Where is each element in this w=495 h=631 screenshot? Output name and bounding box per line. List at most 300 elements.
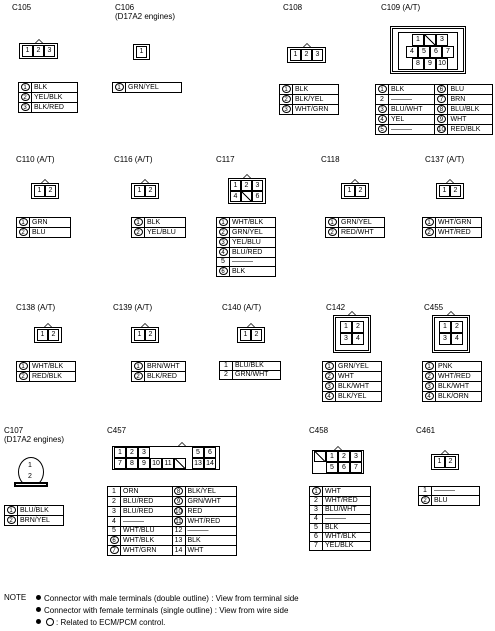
pin-number: 5 bbox=[112, 527, 116, 534]
connector-id-label: C108 bbox=[283, 3, 303, 12]
connector-pin: 1 bbox=[439, 321, 451, 333]
pin-number: 4 bbox=[112, 517, 116, 525]
connector-title bbox=[321, 155, 340, 164]
wire-color-cell: BLK bbox=[230, 267, 276, 277]
wire-color-cell: BLK/RED bbox=[145, 372, 186, 382]
connector-title bbox=[381, 3, 420, 12]
connector-title bbox=[4, 426, 64, 444]
pin-row bbox=[132, 228, 186, 238]
wire-color-cell: GRN/WHT bbox=[233, 371, 281, 380]
pin-number-cell bbox=[108, 536, 121, 546]
note-line-female: Connector with female terminals (single outline) : View from wire side bbox=[36, 606, 288, 616]
pin-number-cell bbox=[376, 115, 389, 125]
pin-number: 2 bbox=[314, 497, 318, 504]
pin-row bbox=[19, 93, 78, 103]
ecm-pin-number: 1 bbox=[425, 362, 434, 370]
pin-number-cell bbox=[132, 362, 145, 372]
pin-row bbox=[310, 542, 371, 551]
connector-pin: 2 bbox=[352, 321, 364, 333]
pin-row bbox=[113, 83, 182, 93]
pin-number-cell bbox=[172, 527, 185, 536]
wire-color-cell: BLU/RED bbox=[121, 497, 173, 507]
ecm-pin-number: 6 bbox=[437, 85, 446, 93]
housing-lock-tab bbox=[14, 482, 48, 487]
connector-title bbox=[283, 3, 302, 12]
wire-color-cell: BLK bbox=[293, 85, 339, 95]
pin-number-cell bbox=[423, 392, 436, 402]
connector-title bbox=[115, 3, 175, 21]
note-line-ecm: : Related to ECM/PCM control. bbox=[36, 618, 165, 628]
pin-number-cell bbox=[17, 228, 30, 238]
pin-number: 1 bbox=[224, 362, 228, 369]
pin-row bbox=[108, 487, 237, 497]
ecm-pin-number: 3 bbox=[219, 238, 228, 246]
connector-pin: 2 bbox=[338, 451, 350, 462]
pin-number-cell bbox=[17, 362, 30, 372]
wire-color-cell: BLU/WHT bbox=[389, 105, 435, 115]
connector-pin: 7 bbox=[114, 458, 126, 469]
wire-color-cell: ——— bbox=[185, 527, 237, 536]
pin-wire-table bbox=[16, 217, 71, 238]
ecm-pin-number: 1 bbox=[19, 218, 28, 226]
connector-subtitle: (D17A2 engines) bbox=[4, 435, 65, 444]
pin-row bbox=[376, 85, 493, 95]
wire-color-cell: WHT/BLK bbox=[121, 536, 173, 546]
ecm-pin-number: 1 bbox=[115, 83, 124, 91]
connector-pin: 2 bbox=[126, 447, 138, 458]
pin-row bbox=[132, 218, 186, 228]
pin-row bbox=[17, 228, 71, 238]
pin-row bbox=[217, 238, 276, 248]
pin-row bbox=[217, 258, 276, 267]
wire-color-cell: ——— bbox=[230, 258, 276, 267]
ecm-pin-number: 2 bbox=[421, 496, 430, 504]
connector-pin-empty bbox=[241, 191, 252, 202]
pin-number-cell bbox=[435, 115, 448, 125]
pin-row bbox=[19, 103, 78, 113]
housing-lock-tab bbox=[178, 442, 186, 446]
housing-lock-tab bbox=[348, 311, 356, 315]
ecm-pin-number: 1 bbox=[282, 85, 291, 93]
connector-pin: 3 bbox=[340, 333, 352, 345]
wire-color-cell: BLU/WHT bbox=[323, 506, 371, 515]
connector-pin: 9 bbox=[138, 458, 150, 469]
connector-pin: 11 bbox=[162, 458, 174, 469]
pin-row bbox=[376, 105, 493, 115]
connector-pin: 1 bbox=[412, 34, 424, 46]
wire-color-cell: YEL/BLK bbox=[323, 542, 371, 551]
pin-number-cell bbox=[419, 487, 432, 496]
pin-row bbox=[217, 218, 276, 228]
wire-color-cell: BLU bbox=[432, 496, 480, 506]
pin-number-cell bbox=[108, 507, 121, 517]
connector-pin: 1 bbox=[134, 329, 145, 341]
connector-pin: 3 bbox=[312, 49, 323, 61]
pin-row bbox=[419, 487, 480, 496]
housing-lock-tab bbox=[41, 179, 49, 183]
pin-row bbox=[310, 506, 371, 515]
pin-row bbox=[423, 392, 482, 402]
connector-pin: 3 bbox=[138, 447, 150, 458]
pin-row bbox=[323, 362, 382, 372]
wire-color-cell: RED/BLK bbox=[448, 125, 493, 135]
ecm-pin-number: 2 bbox=[134, 228, 143, 236]
connector-title bbox=[113, 303, 152, 312]
pin-wire-table bbox=[322, 361, 382, 402]
ecm-pin-number: 1 bbox=[7, 506, 16, 514]
pin-number-cell bbox=[310, 542, 323, 551]
ecm-pin-number: 2 bbox=[282, 95, 291, 103]
wire-color-cell: BLU/RED bbox=[230, 248, 276, 258]
connector-title bbox=[16, 303, 55, 312]
ecm-pin-number: 1 bbox=[21, 83, 30, 91]
connector-pin: 1 bbox=[326, 451, 338, 462]
wire-color-cell: BRN/YEL bbox=[18, 516, 64, 526]
pin-wire-table bbox=[216, 217, 276, 277]
connector-id-label: C118 bbox=[321, 155, 340, 164]
wire-color-cell: WHT/RED bbox=[436, 228, 482, 238]
ecm-pin-number: 1 bbox=[134, 218, 143, 226]
pin-row bbox=[280, 95, 339, 105]
wire-color-cell: RED/WHT bbox=[339, 228, 385, 238]
pin-number-cell bbox=[217, 238, 230, 248]
pin-row bbox=[326, 218, 385, 228]
pin-number: 5 bbox=[221, 258, 225, 265]
wire-color-cell: BLK/YEL bbox=[336, 392, 382, 402]
connector-pin: 2 bbox=[251, 329, 262, 341]
pin-row bbox=[220, 362, 281, 371]
connector-pin: 6 bbox=[204, 447, 216, 458]
pin-row bbox=[423, 218, 482, 228]
pin-number-cell bbox=[217, 267, 230, 277]
pin-number-cell bbox=[280, 95, 293, 105]
ecm-pin-number: 1 bbox=[328, 218, 337, 226]
ecm-pin-number: 2 bbox=[219, 228, 228, 236]
connector-title bbox=[216, 155, 235, 164]
ecm-pin-number: 2 bbox=[134, 372, 143, 380]
ecm-pin-number: 11 bbox=[175, 519, 182, 525]
connector-title bbox=[425, 155, 464, 164]
connector-pin: 2 bbox=[145, 185, 156, 197]
connector-id-label: C110 (A/T) bbox=[16, 155, 55, 164]
wire-color-cell: YEL/BLK bbox=[32, 93, 78, 103]
wire-color-cell: ——— bbox=[121, 517, 173, 527]
wire-color-cell: WHT bbox=[323, 487, 371, 497]
wire-color-cell: BLU/BLK bbox=[448, 105, 493, 115]
pin-number-cell bbox=[5, 516, 18, 526]
pin-wire-table bbox=[325, 217, 385, 238]
connector-pin: 2 bbox=[28, 473, 32, 480]
wire-color-cell: GRN/YEL bbox=[336, 362, 382, 372]
connector-pin: 6 bbox=[430, 46, 442, 58]
wire-color-cell: BLK/WHT bbox=[336, 382, 382, 392]
wire-color-cell: ——— bbox=[389, 125, 435, 135]
pin-row bbox=[19, 83, 78, 93]
pin-row bbox=[280, 85, 339, 95]
pin-wire-table bbox=[131, 217, 186, 238]
wire-color-cell: YEL bbox=[389, 115, 435, 125]
wire-color-cell: BLK/RED bbox=[32, 103, 78, 113]
ecm-pin-number: 2 bbox=[21, 93, 30, 101]
connector-id-label: C138 (A/T) bbox=[16, 303, 56, 312]
pin-row bbox=[376, 95, 493, 105]
ecm-pin-number: 2 bbox=[19, 372, 28, 380]
pin-row bbox=[108, 517, 237, 527]
pin-number: 2 bbox=[380, 95, 384, 103]
wire-color-cell: WHT bbox=[336, 372, 382, 382]
wire-color-cell: BLK bbox=[323, 524, 371, 533]
pin-number-cell bbox=[280, 85, 293, 95]
connector-id-label: C106 bbox=[115, 3, 135, 12]
ecm-pin-number: 2 bbox=[425, 372, 434, 380]
housing-lock-tab bbox=[35, 39, 43, 43]
wire-color-cell: WHT/GRN bbox=[121, 546, 173, 556]
pin-number: 4 bbox=[314, 515, 318, 522]
pin-number-cell bbox=[435, 95, 448, 105]
connector-pin: 9 bbox=[424, 58, 436, 70]
connector-pin: 1 bbox=[230, 180, 241, 191]
pin-wire-table bbox=[309, 486, 371, 551]
connector-pin: 2 bbox=[241, 180, 252, 191]
pin-number-cell bbox=[423, 382, 436, 392]
wire-color-cell: BLK/WHT bbox=[436, 382, 482, 392]
connector-pin: 1 bbox=[136, 46, 147, 58]
wire-color-cell: YEL/BLU bbox=[230, 238, 276, 248]
pin-number-cell bbox=[19, 103, 32, 113]
pin-number-cell bbox=[113, 83, 126, 93]
pin-number-cell bbox=[376, 125, 389, 135]
wire-color-cell: BLK/ORN bbox=[436, 392, 482, 402]
wire-color-cell: ORN bbox=[121, 487, 173, 497]
wire-color-cell: ——— bbox=[389, 95, 435, 105]
pin-number-cell bbox=[217, 248, 230, 258]
housing-lock-tab bbox=[303, 43, 311, 47]
pin-number-cell bbox=[17, 372, 30, 382]
connector-pin: 1 bbox=[114, 447, 126, 458]
pin-row bbox=[310, 487, 371, 497]
pin-number: 13 bbox=[174, 536, 183, 544]
pin-number-cell bbox=[108, 546, 121, 556]
pin-row bbox=[376, 115, 493, 125]
pin-row bbox=[108, 527, 237, 536]
pin-row bbox=[17, 218, 71, 228]
pin-number-cell bbox=[323, 372, 336, 382]
pin-number: 1 bbox=[112, 487, 116, 495]
pin-number-cell bbox=[280, 105, 293, 115]
ecm-pin-number: 2 bbox=[7, 516, 16, 524]
pin-row bbox=[220, 371, 281, 380]
ecm-pin-number: 7 bbox=[437, 95, 446, 103]
wire-color-cell: WHT bbox=[185, 546, 237, 556]
connector-pin: 4 bbox=[451, 333, 463, 345]
pin-number-cell bbox=[108, 517, 121, 527]
pin-row bbox=[108, 536, 237, 546]
connector-pin: 3 bbox=[252, 180, 263, 191]
connector-pin: 1 bbox=[290, 49, 301, 61]
pin-number-cell bbox=[376, 95, 389, 105]
housing-lock-tab bbox=[441, 450, 449, 454]
connector-id-label: C142 bbox=[326, 303, 346, 312]
connector-pin: 1 bbox=[434, 456, 445, 468]
wire-color-cell: BLK/YEL bbox=[185, 487, 237, 497]
connector-pin: 4 bbox=[352, 333, 364, 345]
pin-wire-table bbox=[131, 361, 186, 382]
ecm-pin-number: 1 bbox=[19, 362, 28, 370]
ecm-pin-number: 10 bbox=[438, 127, 445, 133]
housing-lock-tab bbox=[446, 179, 454, 183]
pin-number-cell bbox=[172, 497, 185, 507]
pin-number-cell bbox=[310, 506, 323, 515]
ecm-pin-number: 4 bbox=[378, 115, 387, 123]
pin-row bbox=[326, 228, 385, 238]
ecm-pin-number: 2 bbox=[325, 372, 334, 380]
connector-pin: 2 bbox=[33, 45, 44, 57]
pin-number-cell bbox=[132, 372, 145, 382]
connector-pin: 2 bbox=[145, 329, 156, 341]
connector-pin: 7 bbox=[350, 462, 362, 473]
pin-wire-table bbox=[422, 217, 482, 238]
pin-row bbox=[17, 372, 76, 382]
connector-pin: 1 bbox=[37, 329, 48, 341]
pin-row bbox=[132, 372, 186, 382]
connector-id-label: C455 bbox=[424, 303, 444, 312]
pin-number-cell bbox=[323, 382, 336, 392]
pin-wire-table bbox=[375, 84, 493, 135]
connector-id-label: C137 (A/T) bbox=[425, 155, 465, 164]
wire-color-cell: WHT/BLK bbox=[30, 362, 76, 372]
connector-pin-empty bbox=[174, 458, 186, 469]
connector-title bbox=[107, 426, 126, 435]
ecm-pin-number: 1 bbox=[134, 362, 143, 370]
pin-number: 3 bbox=[112, 507, 116, 515]
connector-id-label: C107 bbox=[4, 426, 24, 435]
connector-pin: 2 bbox=[355, 185, 366, 197]
ecm-pin-number: 3 bbox=[378, 105, 387, 113]
wire-color-cell: WHT/GRN bbox=[293, 105, 339, 115]
pin-row bbox=[310, 524, 371, 533]
connector-pin: 3 bbox=[436, 34, 448, 46]
pin-number-cell bbox=[326, 218, 339, 228]
connector-pin: 1 bbox=[240, 329, 251, 341]
connector-subtitle: (D17A2 engines) bbox=[115, 12, 176, 21]
pin-row bbox=[419, 496, 480, 506]
pin-row bbox=[323, 382, 382, 392]
pin-number-cell bbox=[172, 536, 185, 546]
wire-color-cell: BLU bbox=[448, 85, 493, 95]
ecm-pin-number: 2 bbox=[19, 228, 28, 236]
connector-pin: 6 bbox=[338, 462, 350, 473]
ecm-pin-number: 9 bbox=[174, 497, 183, 505]
pin-number-cell bbox=[220, 371, 233, 380]
pin-wire-table bbox=[18, 82, 78, 113]
pin-row bbox=[376, 125, 493, 135]
pin-number: 2 bbox=[112, 497, 116, 505]
pin-number-cell bbox=[132, 218, 145, 228]
connector-pin: 1 bbox=[22, 45, 33, 57]
connector-pin: 6 bbox=[252, 191, 263, 202]
pin-number-cell bbox=[323, 392, 336, 402]
bullet-icon bbox=[36, 619, 41, 624]
pin-row bbox=[17, 362, 76, 372]
ecm-pin-number: 1 bbox=[378, 85, 387, 93]
connector-title bbox=[114, 155, 153, 164]
wire-color-cell: BRN/WHT bbox=[145, 362, 186, 372]
connector-pin: 2 bbox=[450, 185, 461, 197]
wire-color-cell: RED/BLK bbox=[30, 372, 76, 382]
pin-number: 6 bbox=[314, 533, 318, 540]
connector-pin: 8 bbox=[126, 458, 138, 469]
pin-number-cell bbox=[220, 362, 233, 371]
wire-color-cell: BLK/YEL bbox=[293, 95, 339, 105]
pin-number-cell bbox=[326, 228, 339, 238]
connector-pin: 1 bbox=[344, 185, 355, 197]
wire-color-cell: GRN/YEL bbox=[339, 218, 385, 228]
ecm-pin-number: 2 bbox=[328, 228, 337, 236]
ecm-pin-number: 4 bbox=[325, 392, 334, 400]
connector-pin: 8 bbox=[412, 58, 424, 70]
ecm-pin-number: 7 bbox=[110, 546, 119, 554]
housing-lock-tab bbox=[247, 323, 255, 327]
connector-pin: 7 bbox=[442, 46, 454, 58]
connector-id-label: C116 (A/T) bbox=[114, 155, 153, 164]
wire-color-cell: WHT/BLK bbox=[230, 218, 276, 228]
wire-color-cell: GRN/WHT bbox=[185, 497, 237, 507]
connector-id-label: C140 (A/T) bbox=[222, 303, 262, 312]
wire-color-cell: WHT/GRN bbox=[436, 218, 482, 228]
connector-title bbox=[326, 303, 345, 312]
pin-wire-table bbox=[279, 84, 339, 115]
wire-color-cell: WHT/RED bbox=[323, 497, 371, 506]
connector-id-label: C109 (A/T) bbox=[381, 3, 421, 12]
pin-number-cell bbox=[19, 93, 32, 103]
pin-wire-table bbox=[418, 486, 480, 506]
wire-color-cell: WHT/RED bbox=[185, 517, 237, 527]
pin-number: 1 bbox=[423, 487, 427, 494]
pin-row bbox=[310, 533, 371, 542]
ecm-pin-number: 3 bbox=[325, 382, 334, 390]
connector-pin: 4 bbox=[406, 46, 418, 58]
wire-color-cell: GRN/YEL bbox=[126, 83, 182, 93]
connector-pin: 1 bbox=[28, 462, 32, 469]
wire-color-cell: PNK bbox=[436, 362, 482, 372]
connector-pin: 14 bbox=[204, 458, 216, 469]
ecm-pin-number: 1 bbox=[425, 218, 434, 226]
pin-row bbox=[5, 506, 64, 516]
pin-number: 7 bbox=[314, 542, 318, 549]
pin-row bbox=[323, 392, 382, 402]
pin-number-cell bbox=[435, 85, 448, 95]
connector-id-label: C105 bbox=[12, 3, 32, 12]
connector-pin-empty bbox=[424, 34, 436, 46]
ecm-pin-number: 5 bbox=[378, 125, 387, 133]
wire-color-cell: WHT/RED bbox=[436, 372, 482, 382]
ecm-pin-number: 10 bbox=[175, 509, 182, 515]
pin-number-cell bbox=[108, 527, 121, 536]
connector-pin: 3 bbox=[439, 333, 451, 345]
housing-lock-tab bbox=[447, 311, 455, 315]
pin-number-cell bbox=[323, 362, 336, 372]
ecm-pin-number: 1 bbox=[312, 487, 321, 495]
wire-color-cell: BRN bbox=[448, 95, 493, 105]
bullet-icon bbox=[36, 607, 41, 612]
note-label: NOTE bbox=[4, 593, 27, 602]
wire-color-cell: BLU/BLK bbox=[233, 362, 281, 371]
connector-pin: 3 bbox=[44, 45, 55, 57]
connector-title bbox=[424, 303, 443, 312]
pin-row bbox=[108, 497, 237, 507]
wire-color-cell: ——— bbox=[323, 515, 371, 524]
pin-number-cell bbox=[310, 515, 323, 524]
